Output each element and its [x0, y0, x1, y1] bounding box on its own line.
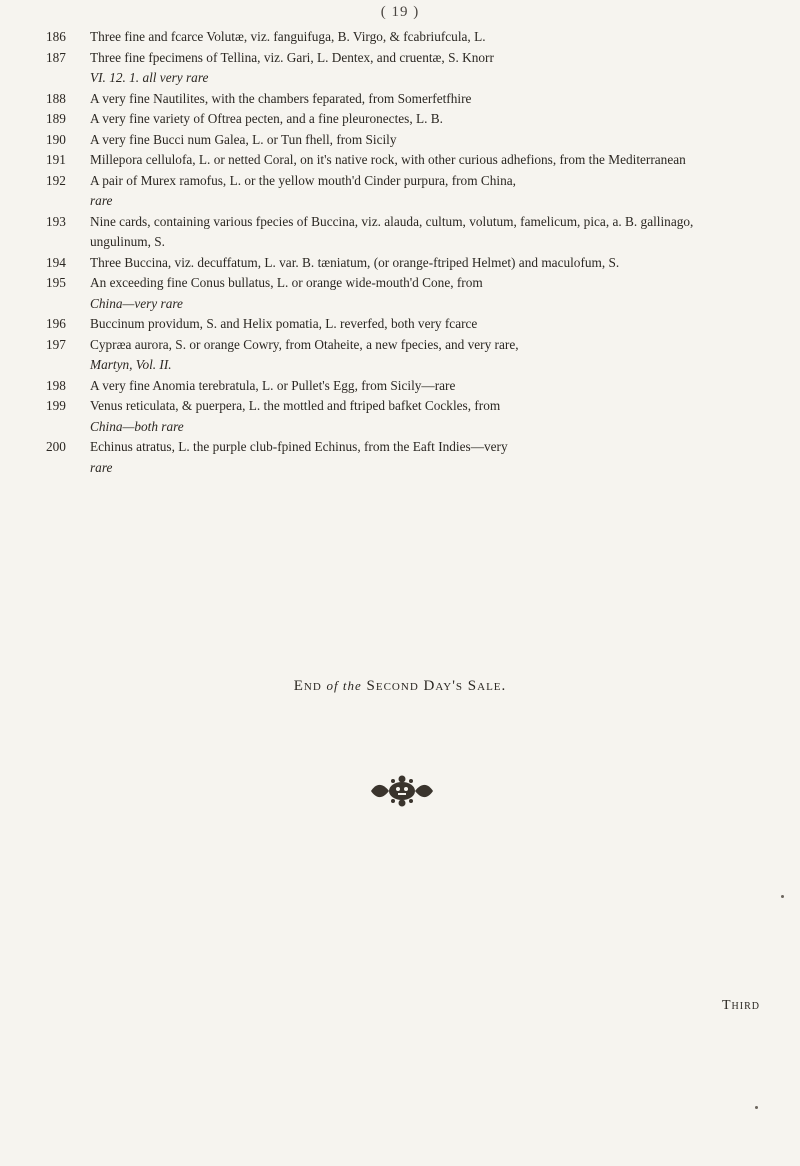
lot-entry — [46, 27, 746, 48]
lot-entry — [46, 314, 746, 335]
lot-entry — [46, 150, 746, 171]
lot-description: A very fine Nautilites, with the chambers feparated, from Somerfetfhire — [90, 90, 472, 106]
lot-entry — [46, 130, 746, 151]
lot-description: Cypræa aurora, S. or orange Cowry, from Otaheite, a new fpecies, and very rare, — [90, 336, 519, 352]
lot-number: 198 — [46, 377, 66, 393]
lot-entry — [46, 396, 746, 437]
lot-entry — [46, 437, 746, 478]
lot-note: rare — [90, 459, 113, 475]
lot-entry — [46, 212, 746, 253]
catchword: Third — [722, 998, 760, 1013]
lot-number: 197 — [46, 336, 66, 352]
lot-number: 196 — [46, 316, 66, 331]
lot-number: 191 — [46, 152, 66, 167]
printers-ornament-icon — [367, 773, 437, 809]
lot-number: 187 — [46, 49, 66, 65]
lot-note: rare — [90, 193, 113, 208]
lot-entry — [46, 89, 746, 110]
ink-speck — [755, 1106, 758, 1109]
lot-entry — [46, 171, 746, 212]
page-number: ( 19 ) — [380, 4, 420, 20]
lot-number: 190 — [46, 131, 66, 147]
lot-number: 195 — [46, 275, 66, 290]
lot-number: 188 — [46, 90, 66, 106]
lot-note: China—very rare — [90, 295, 183, 311]
lot-description: A pair of Murex ramofus, L. or the yellow mouth'd Cinder purpura, from China, — [90, 172, 516, 188]
lot-description: An exceeding fine Conus bullatus, L. or orange wide-mouth'd Cone, from — [90, 275, 483, 290]
lot-description: A very fine Bucci num Galea, L. or Tun fhell, from Sicily — [90, 131, 397, 147]
lot-list — [46, 27, 746, 478]
lot-description: Three fine fpecimens of Tellina, viz. Gari, L. Dentex, and cruentæ, S. Knorr — [90, 49, 494, 65]
lot-entry — [46, 376, 746, 397]
lot-entry — [46, 335, 746, 376]
end-of-sale-line — [0, 678, 800, 695]
lot-description: Echinus atratus, L. the purple club-fpined Echinus, from the Eaft Indies—very — [90, 439, 508, 454]
lot-note: VI. 12. 1. all very rare — [90, 70, 209, 85]
lot-entry — [46, 48, 746, 89]
lot-number: 194 — [46, 254, 66, 270]
lot-description: Millepora cellulofa, L. or netted Coral, on it's native rock, with other curious adhefions, from the Mediterranean — [90, 152, 686, 167]
lot-number: 189 — [46, 111, 66, 126]
lot-entry — [46, 273, 746, 314]
lot-note: Martyn, Vol. II. — [90, 357, 172, 372]
lot-description: A very fine Anomia terebratula, L. or Pullet's Egg, from Sicily—rare — [90, 377, 456, 393]
lot-description: Venus reticulata, & puerpera, L. the mottled and ftriped bafket Cockles, from — [90, 398, 501, 413]
lot-description: A very fine variety of Oftrea pecten, and a fine pleuronectes, L. B. — [90, 111, 443, 126]
lot-number: 186 — [46, 29, 66, 44]
lot-description: Buccinum providum, S. and Helix pomatia, L. reverfed, both very fcarce — [90, 316, 478, 331]
lot-note: China—both rare — [90, 418, 184, 434]
lot-number: 200 — [46, 439, 66, 454]
lot-number: 193 — [46, 213, 66, 229]
end-word: End — [293, 678, 322, 694]
lot-entry — [46, 253, 746, 274]
second-days-sale: Second Day's Sale. — [366, 678, 507, 694]
ink-speck — [781, 895, 784, 898]
lot-description: Three Buccina, viz. decuffatum, L. var. B. tæniatum, (or orange-ftriped Helmet) and maculofum, S. — [90, 254, 620, 270]
lot-description: Three fine and fcarce Volutæ, viz. fanguifuga, B. Virgo, & fcabriufcula, L. — [90, 29, 486, 44]
lot-description: Nine cards, containing various fpecies of Buccina, viz. alauda, cultum, volutum, famelicum, pica, a. B. gallinago, ungulinum, S. — [90, 213, 694, 249]
lot-number: 199 — [46, 398, 66, 413]
of-the-words: of the — [326, 678, 362, 693]
lot-number: 192 — [46, 172, 66, 188]
lot-entry — [46, 109, 746, 130]
